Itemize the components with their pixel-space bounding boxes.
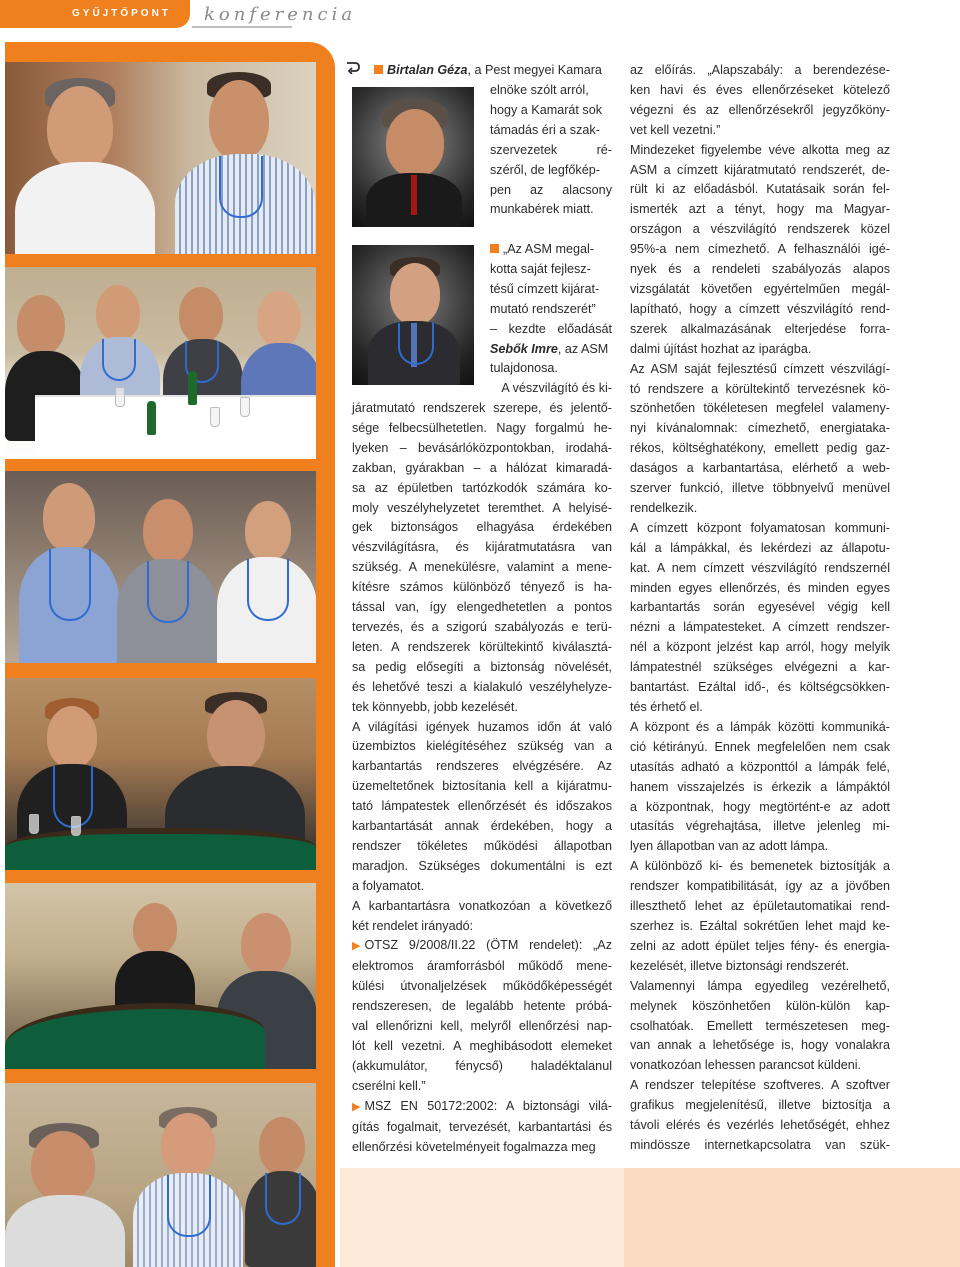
text-line: elnöke szólt arról, (490, 83, 589, 97)
text-line: ellenőrzési követelményeit fogalmazza meg (352, 1139, 596, 1154)
text-line: dalmi újítást hozhat az iparágba. (630, 341, 812, 356)
photo-speaker-sebok (352, 245, 474, 385)
text-line: sa az épületben tartózkodók számára ko- (352, 480, 612, 495)
text-line: A különböző ki- és bemenetek biztosítják a (630, 859, 890, 874)
text-line: hanem visszajelzés is érkezik a lámpáktól (630, 779, 890, 794)
text-line: moly veszélyhelyzetet teremthet. A helyisé- (352, 500, 612, 515)
text-line (352, 936, 612, 957)
text-line: Valamennyi lámpa egyedileg vezérelhető, (630, 978, 890, 993)
text-line: A világítási igények huzamos időn át való (352, 719, 612, 734)
text-line: 95%-a nem címezhető. A felhasználói igé- (630, 242, 890, 257)
text-line: minden egyes ellenőrzés, és minden egyes (630, 580, 890, 595)
photo-casino-table-two-men (5, 678, 316, 870)
text-line: szerver funkció, illetve többnyelvű menüvel (630, 481, 890, 496)
text-line: karbantartását annak érdekében, hogy a (352, 819, 612, 834)
text-line: A címzett központ folyamatosan kommuni- (630, 520, 890, 535)
footer-tint (340, 1168, 960, 1267)
text-line: két rendelet irányadó: (352, 918, 474, 933)
text-line: zelni az adott épület teljes fény- és energia- (630, 938, 890, 953)
text-line: tek könnyebb, jobb kezelését. (352, 699, 518, 714)
text-line: ismerték azt a tényt, hogy ma Magyar- (630, 202, 890, 217)
speaker1-wrap (490, 81, 612, 220)
text-line: – kezdte előadását (490, 321, 612, 336)
arrow-bullet-icon: ▶ (352, 1100, 361, 1113)
text-line: szönhetően tökéletesen megfelel valameny- (630, 401, 890, 416)
text-line: rékos, költséghatékony, emellett pedig gaz- (630, 441, 890, 456)
text-line: üzemeltetőnek biztosítania kell a kijáratmu- (352, 779, 612, 794)
middle-column-text (352, 399, 612, 1157)
text-line: üzembiztos kielégítéséhez szükség van a (352, 739, 612, 754)
text-line: van annak a lehetősége is, hogy vonalakra (630, 1038, 890, 1053)
text-line: (akkumulátor, fénycső) haladéktalanul (352, 1058, 612, 1073)
text-line: ken havi és éves ellenőrzéseket kötelező (630, 82, 890, 97)
speaker1-line: , a Pest megyei Kamara (467, 63, 602, 77)
photo-three-men-lanyards (5, 471, 316, 663)
text-line: tés érhető el. (630, 700, 703, 714)
right-column-text (630, 61, 890, 1156)
text-line: melynek köszönhetően külön-külön kap- (630, 998, 890, 1013)
text-line: rendszer kompatibilitását, így az a jövőben (630, 879, 890, 894)
text-line: és lehetővé teszi a kialakuló veszélyhelyze- (352, 679, 612, 694)
text-line: sa pedig elősegíti a biztonság növelését, (352, 659, 612, 674)
photo-speaker-birtalan (352, 87, 474, 227)
text-line: illeszthető lehet az épületautomatikai rend- (630, 899, 890, 914)
photo-poker-table-group (5, 883, 316, 1069)
text-line: rendszer tökéletes működési állapotban (352, 838, 612, 853)
text-line: gek biztonságos elhagyása érdekében (352, 520, 612, 535)
text-line: A rendszer telepítése szoftveres. A szoftver (630, 1078, 890, 1093)
text-line: ció kétirányú. Ennek megfelelően nem csak (630, 739, 890, 754)
text-line: támadás éri a szak- (490, 122, 600, 137)
text-line: lámpatestnél szükséges elvégezni a kar- (630, 660, 890, 675)
text-line: Mindezeket figyelembe véve alkotta meg az (630, 142, 890, 157)
text-line: nyi kívánalomnak: címezhető, energiataka- (630, 421, 890, 436)
text-line: lyen állapotban van az adott lámpa. (630, 839, 829, 854)
text-line: tással van, így elengedhetetlen a pontos (352, 600, 612, 615)
text-line: ASM a címzett kijáratmutató rendszerét, de- (630, 162, 890, 177)
text-line: kítésre számos különböző tényező is ha- (352, 580, 612, 595)
speaker1-name: Birtalan Géza (387, 63, 468, 77)
text-line: kat. A nem címzett vészvilágító rendszernél (630, 560, 890, 575)
text-line: maradjon. Szükséges dokumentálni is ezt (352, 858, 612, 873)
text-line: rült ki az előadásból. Kutatásaik során fel- (630, 182, 890, 197)
text-line: Az ASM saját fejlesztésű címzett vészvilágí- (630, 361, 890, 376)
text-line: utasítás adható a központtól a lámpák felé, (630, 759, 890, 774)
text-line: az előírás. „Alapszabály: a berendezése- (630, 63, 890, 77)
text-line: kotta saját fejlesz- (490, 261, 591, 276)
text-line: lyeken – bevásárlóközpontokban, irodahá- (352, 440, 612, 455)
text-line: rendszeresen, de legalább hetente próbá- (352, 999, 612, 1014)
photo-table-group (5, 267, 316, 459)
text-line: kál a lámpákkal, és lekérdezi az állapotu- (630, 540, 890, 555)
text-line: elektromos áramforrásból működő mene- (352, 959, 612, 974)
text-line: szükség. A menekülésre, valamint a mene- (352, 560, 612, 575)
text-line: a folyamatot. (352, 878, 425, 893)
text-line: A karbantartásra vonatkozóan a következő (352, 898, 612, 913)
text-line: karbantartás során egyesével végig kell (630, 600, 890, 615)
text-span: OTSZ 9/2008/II.22 (ÖTM rendelet): „Az (364, 938, 612, 953)
arrow-bullet-icon: ▶ (352, 940, 361, 953)
text-line: vizsgálatát követően egyértelműen megál- (630, 281, 890, 296)
text-line: tó rendszere a körültekintő tervezésnek kö- (630, 381, 890, 396)
text-line: A központ és a lámpák közötti kommuniká- (630, 719, 890, 734)
text-line: mutató rendszerét” (490, 301, 596, 316)
text-line: cserélni kell.” (352, 1078, 426, 1093)
text-line: karbantartás rendszeres elvégzésére. Az (352, 759, 612, 774)
text-line: nézni a lámpatesteket. A címzett rendszer- (630, 620, 890, 635)
text-line: tulajdonosa. (490, 361, 558, 376)
text-line: lapítható, hogy a címzett vészvilágító rend- (630, 301, 890, 316)
text-line: szerhez is. Ezáltal sokrétűen lehet majd ke- (630, 918, 890, 933)
text-line: tésű címzett kijárat- (490, 281, 600, 296)
text-line: rendelkezik. (630, 500, 698, 515)
speaker1-intro (374, 61, 612, 81)
text-line: mindössze internetkapcsolatra van szük- (630, 1137, 890, 1152)
text-line: pen az alacsony (490, 182, 612, 197)
text-line: sége felbecsülhetetlen. Nagy forgalmú he- (352, 420, 612, 435)
text-line: „Az ASM megal- (503, 242, 594, 256)
text-line: tervezés, és a szigorú szabályozás e terü- (352, 619, 612, 634)
text-line: nyek és a rendeleti szabályozás alapos (630, 262, 890, 277)
text-line: hogy a Kamarát sok (490, 102, 603, 117)
text-line (352, 1097, 612, 1118)
text-line: gítás fogalmait, tervezését, karbantartási és (352, 1119, 612, 1134)
text-line: szerek alkalmazásának elterjedése forra- (630, 321, 890, 336)
speaker2-wrap (490, 240, 612, 399)
text-line: , az ASM (557, 341, 609, 356)
continue-arrow-icon (345, 58, 361, 74)
text-span: MSZ EN 50172:2002: A biztonsági vilá- (364, 1098, 612, 1113)
text-line: nél a központ jelzést kap arról, hogy melyik (630, 640, 890, 655)
text-line: A vészvilágító és ki- (501, 381, 612, 396)
text-line: távoli elérés és vezérlés lehetőségét, ehhez (630, 1118, 890, 1133)
text-line: tató lámpatestek ellenőrzését és időszakos (352, 799, 612, 814)
text-line: kezelését, illetve biztonsági rendszerét. (630, 958, 850, 973)
text-line: vészvilágításra, és kijáratmutatásra van (352, 540, 612, 555)
photo-three-men-smiling (5, 1083, 316, 1267)
text-line: lót kell vezetni. A meghibásodott elemeket (352, 1039, 612, 1053)
text-line: val ellenőrizni kell, melyről ellenőrzési nap- (352, 1019, 612, 1034)
text-line: leten. A rendszerek körültekintő kiválasztá- (352, 639, 612, 654)
page-title: konferencia (204, 4, 357, 25)
photo-two-men-portrait (5, 62, 316, 254)
text-line: végezni és az ellenőrzésekről jegyzőköny- (630, 102, 890, 117)
footer-tint-right (624, 1168, 960, 1267)
section-label: GYŰJTŐPONT (72, 8, 171, 19)
bullet-icon (490, 244, 499, 253)
text-line: szervezetek ré- (490, 142, 612, 157)
text-line: bantartást. Ezáltal idő-, és költségcsökken- (630, 680, 890, 695)
text-line: zakban, gyárakban – a hálózat kimaradá- (352, 460, 612, 475)
text-line: széről, de legfőkép- (490, 162, 600, 177)
text-line: csolhatóak. Emellett természetesen meg- (630, 1018, 890, 1033)
text-line: külési útvonaljelzések működőképességét (352, 979, 612, 994)
section-tab (0, 0, 190, 28)
speaker2-name: Sebők Imre (490, 341, 558, 356)
header-divider (192, 26, 292, 28)
bullet-icon (374, 65, 383, 74)
text-line: grafikus megjelenítésű, illetve biztosítja a (630, 1098, 890, 1113)
text-line: utasítás végrehajtása, illetve jelenleg mi- (630, 819, 890, 834)
text-line: vet kell vezetni.” (630, 122, 721, 137)
text-line: vonatkozóan lehessen parancsot küldeni. (630, 1058, 862, 1073)
text-line: munkabérek miatt. (490, 202, 594, 217)
text-line: járatmutató rendszerek szerepe, és jelentő- (352, 401, 612, 415)
text-line: daságos a karbantartása, elérhető a web- (630, 461, 890, 476)
text-line: a központnak, hogy megtörtént-e az adott (630, 799, 890, 814)
text-line: országon a vészvilágító rendszerek közel (630, 222, 890, 237)
